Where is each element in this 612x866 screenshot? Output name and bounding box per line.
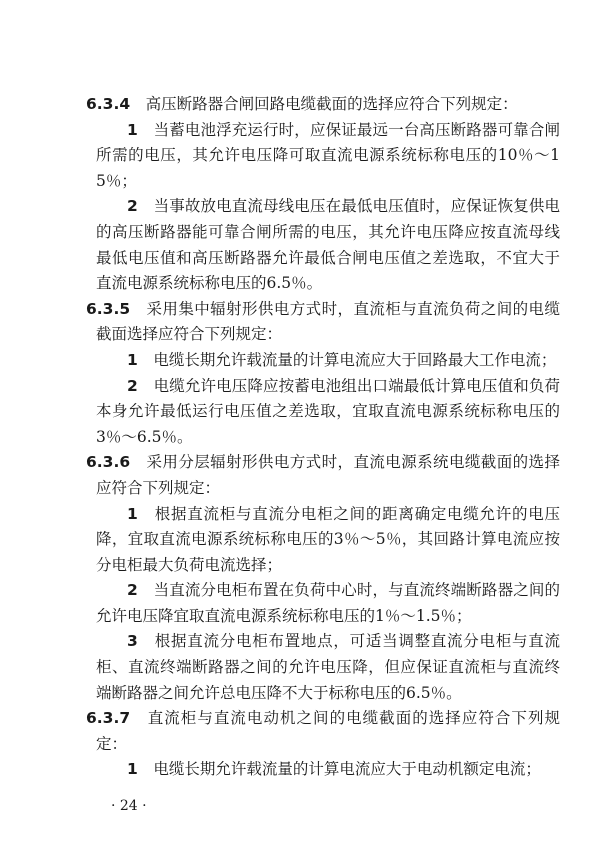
item-number: 1 xyxy=(127,350,138,369)
list-item xyxy=(96,194,560,296)
clause-heading: 采用分层辐射形供电方式时，直流电源系统电缆截面的选择应符合下列规定： xyxy=(96,453,560,497)
item-text: 当直流分电柜布置在负荷中心时，与直流终端断路器之间的允许电压降宜取直流电源系统标称电压的1％～1.5％； xyxy=(96,581,560,625)
clause-number: 6.3.7 xyxy=(86,709,131,728)
clause-6-3-7 xyxy=(86,706,560,757)
page-number: · 24 · xyxy=(111,798,147,814)
item-number: 1 xyxy=(127,760,138,779)
clause-number: 6.3.4 xyxy=(86,95,131,113)
item-text: 电缆允许电压降应按蓄电池组出口端最低计算电压值和负荷本身允许最低运行电压值之差选取，宜取直流电源系统标称电压的3％～6.5％。 xyxy=(96,376,560,446)
clause-heading: 高压断路器合闸回路电缆截面的选择应符合下列规定： xyxy=(145,95,518,113)
item-number: 2 xyxy=(127,376,138,395)
item-text: 电缆长期允许载流量的计算电流应大于电动机额定电流； xyxy=(153,760,541,779)
list-item xyxy=(96,118,560,195)
item-text: 根据直流分电柜布置地点，可适当调整直流分电柜与直流柜、直流终端断路器之间的允许电压降，但应保证直流柜与直流终端断路器之间允许总电压降不大于标称电压的6.5％。 xyxy=(96,632,560,702)
item-text: 根据直流柜与直流分电柜之间的距离确定电缆允许的电压降，宜取直流电源系统标称电压的3％～5％，其回路计算电流应按分电柜最大负荷电流选择； xyxy=(96,504,560,574)
clause-number: 6.3.5 xyxy=(86,299,131,318)
list-item xyxy=(96,629,560,706)
clause-6-3-5 xyxy=(86,297,560,348)
item-text: 当事故放电直流母线电压在最低电压值时，应保证恢复供电的高压断路器能可靠合闸所需的电压，其允许电压降应按直流母线最低电压值和高压断路器允许最低合闸电压值之差选取，不宜大于直流电源系统标称电压的6.5％。 xyxy=(96,197,560,293)
item-text: 电缆长期允许载流量的计算电流应大于回路最大工作电流； xyxy=(153,350,557,369)
clause-number: 6.3.6 xyxy=(86,453,131,472)
item-number: 1 xyxy=(127,504,138,523)
list-item xyxy=(96,348,560,374)
clause-heading: 采用集中辐射形供电方式时，直流柜与直流负荷之间的电缆截面选择应符合下列规定： xyxy=(96,299,560,344)
list-item xyxy=(96,757,560,783)
item-number: 3 xyxy=(127,632,138,651)
clause-6-3-4 xyxy=(86,92,560,118)
list-item xyxy=(96,374,560,451)
clause-6-3-6 xyxy=(86,450,560,501)
item-number: 2 xyxy=(127,581,138,600)
item-number: 2 xyxy=(127,197,138,216)
item-number: 1 xyxy=(127,120,138,139)
clause-heading: 直流柜与直流电动机之间的电缆截面的选择应符合下列规定： xyxy=(96,709,560,753)
item-text: 当蓄电池浮充运行时，应保证最远一台高压断路器可靠合闸所需的电压，其允许电压降可取直流电源系统标称电压的10％～15％； xyxy=(96,120,560,190)
list-item xyxy=(96,502,560,579)
list-item xyxy=(96,578,560,629)
